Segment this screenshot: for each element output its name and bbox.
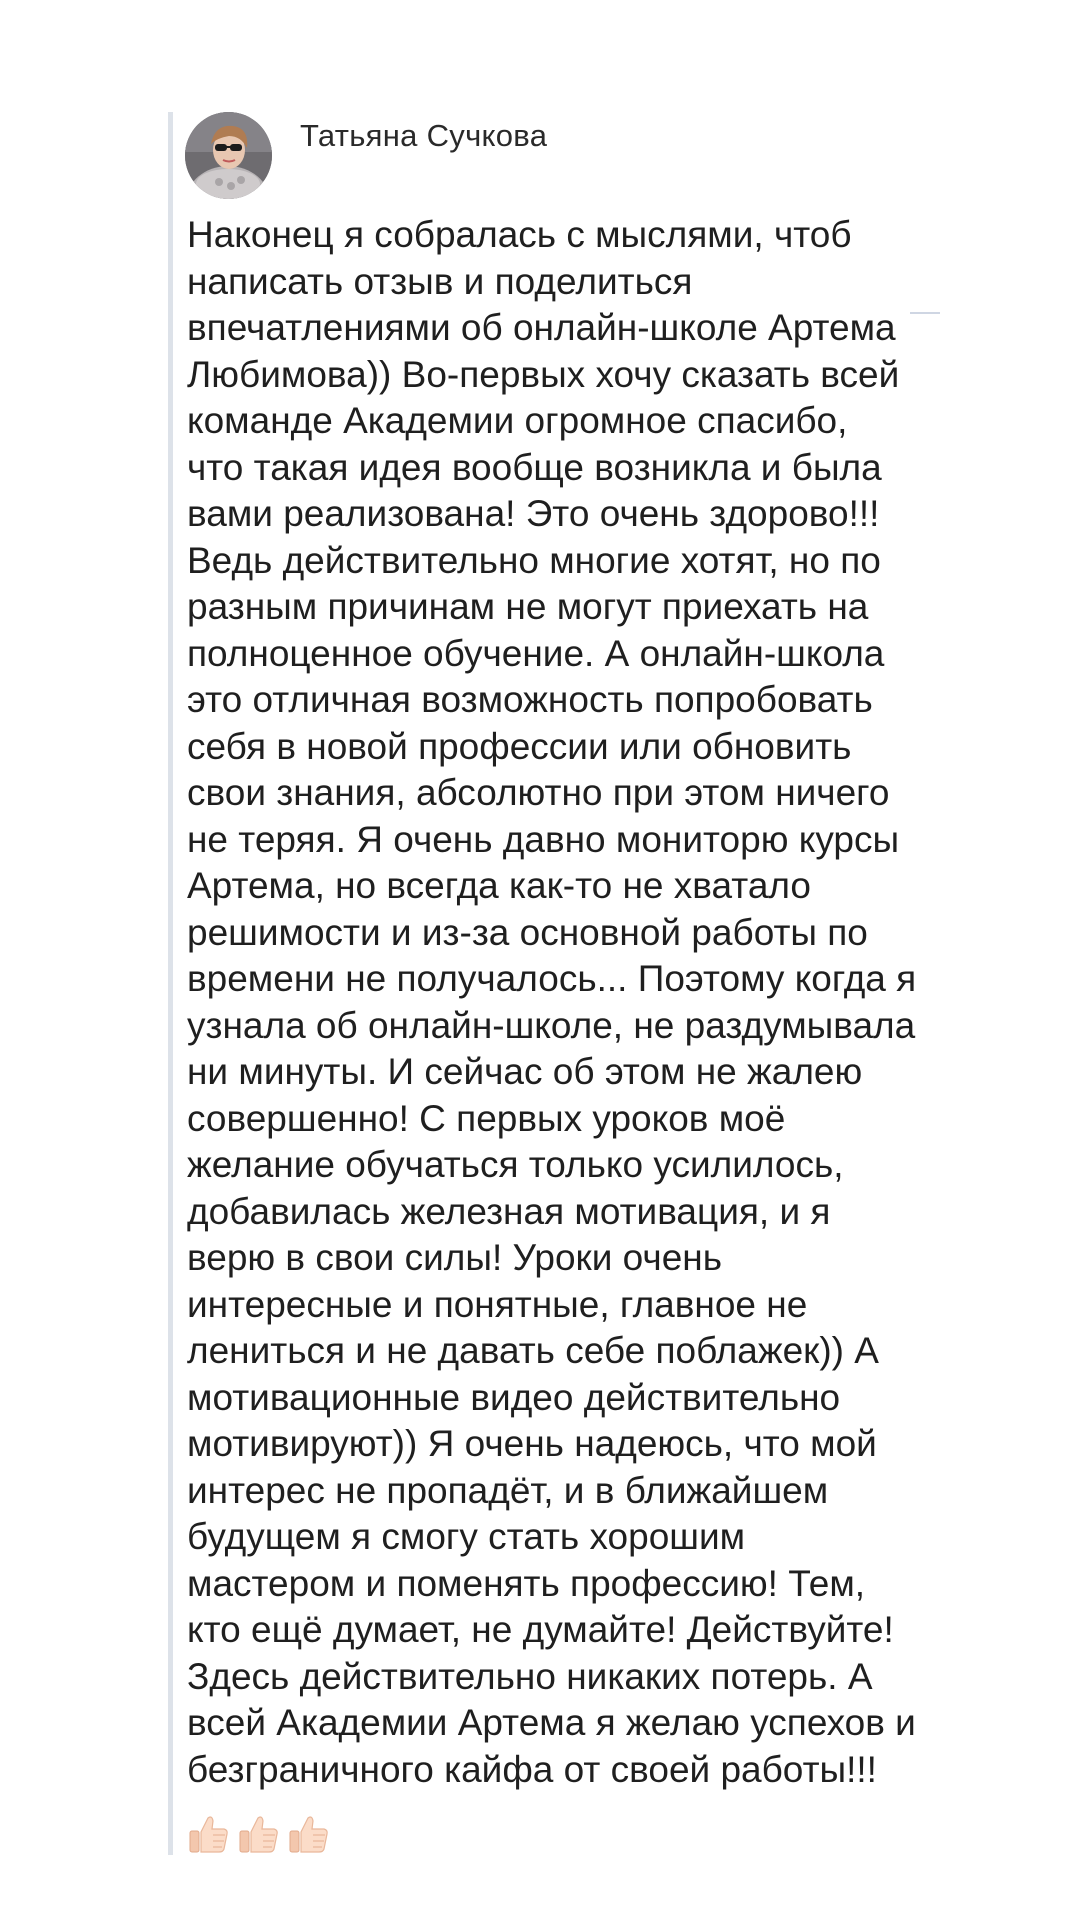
text-line: желание обучаться только усилилось, — [187, 1144, 844, 1185]
text-line: Здесь действительно никаких потерь. А — [187, 1655, 873, 1697]
author-avatar[interactable] — [185, 112, 272, 199]
text-line: безграничного кайфа от своей работы!!! — [187, 1748, 877, 1790]
emoji-reactions — [187, 1812, 331, 1856]
text-line: Любимова)) Во-первых хочу сказать всей — [187, 353, 900, 395]
text-line: верю в свои силы! Уроки очень — [187, 1237, 723, 1278]
text-line: мотивационные видео действительно — [187, 1376, 841, 1418]
text-line: Ведь действительно многие хотят, но по — [187, 539, 881, 581]
text-line: интересные и понятные, главное не — [187, 1283, 808, 1325]
text-line: мастером и поменять профессию! Тем, — [187, 1562, 866, 1604]
thumbs-up-icon — [187, 1812, 231, 1856]
text-line: совершенно! С первых уроков моё — [187, 1097, 786, 1139]
text-line: написать отзыв и поделиться — [187, 260, 693, 302]
text-line: это отличная возможность попробовать — [187, 679, 873, 720]
text-line: впечатлениями об онлайн-школе Артема — [187, 307, 896, 348]
divider-mark — [910, 312, 940, 314]
avatar-photo-icon — [185, 112, 272, 199]
text-line: свои знания, абсолютно при этом ничего — [187, 772, 890, 813]
text-line: что такая идея вообще возникла и была — [187, 446, 882, 488]
text-line: полноценное обучение. А онлайн-школа — [187, 632, 885, 674]
text-line: вами реализована! Это очень здорово!!! — [187, 493, 880, 534]
text-line: не теряя. Я очень давно мониторю курсы — [187, 818, 900, 860]
text-line: будущем я смогу стать хорошим — [187, 1516, 746, 1557]
thumbs-up-icon — [237, 1812, 281, 1856]
text-line: узнала об онлайн-школе, не раздумывала — [187, 1004, 916, 1046]
author-name[interactable]: Татьяна Сучкова — [300, 118, 548, 153]
text-line: интерес не пропадёт, и в ближайшем — [187, 1469, 829, 1511]
review-text — [187, 212, 967, 1793]
review-post — [168, 112, 973, 1855]
text-line: добавилась железная мотивация, и я — [187, 1190, 831, 1232]
thumbs-up-icon — [287, 1812, 331, 1856]
text-line: разным причинам не могут приехать на — [187, 586, 869, 627]
text-line: кто ещё думает, не думайте! Действуйте! — [187, 1609, 894, 1650]
text-line: решимости и из-за основной работы по — [187, 911, 868, 953]
text-line: себя в новой профессии или обновить — [187, 725, 852, 767]
post-header — [185, 112, 547, 199]
text-line: лениться и не давать себе поблажек)) А — [187, 1330, 879, 1371]
text-line: команде Академии огромное спасибо, — [187, 400, 848, 441]
text-line: всей Академии Артема я желаю успехов и — [187, 1702, 916, 1743]
text-line: Артема, но всегда как-то не хватало — [187, 865, 811, 906]
text-line: времени не получалось... Поэтому когда я — [187, 958, 917, 999]
text-line: Наконец я собралась с мыслями, чтоб — [187, 214, 852, 255]
text-line: мотивируют)) Я очень надеюсь, что мой — [187, 1423, 877, 1464]
text-line: ни минуты. И сейчас об этом не жалею — [187, 1051, 863, 1092]
